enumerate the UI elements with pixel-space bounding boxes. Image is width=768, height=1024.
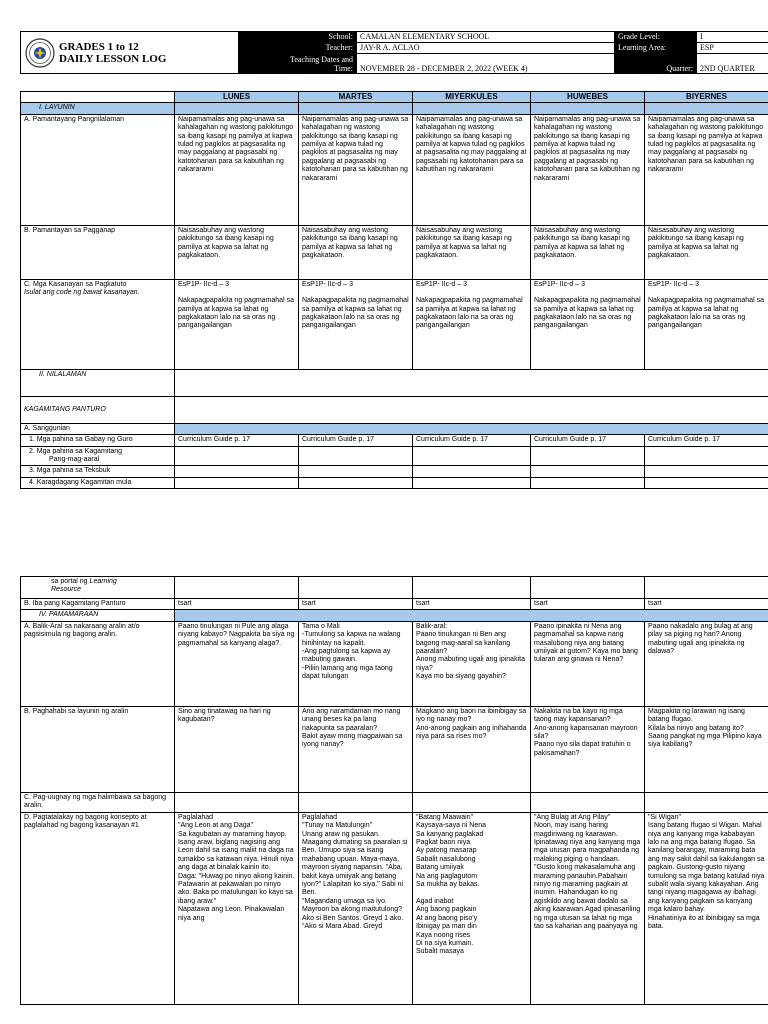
corner-cell	[21, 92, 175, 103]
log-title-line2: DAILY LESSON LOG	[59, 52, 167, 65]
lesson-table-part1	[20, 91, 768, 489]
pagtatalakay-label: D. Pagtatalakay ng bagong konsepto at paglalahad ng bagong kasanayan #1	[21, 812, 175, 1004]
ref-additional-label: 4. Karagdagang Kagamitan mula	[21, 477, 175, 488]
quarter-label: Quarter:	[615, 54, 697, 74]
performance-standard-martes: Naisasabuhay ang wastong pakikitungo sa ibang kasapi ng pamilya at kapwa sa lahat ng pagkakataon.	[299, 225, 413, 279]
day-header-lunes: LUNES	[175, 92, 299, 103]
pamamaraan-shade	[175, 610, 768, 621]
tsart-huwebes: tsart	[531, 599, 645, 610]
lesson-log-header	[20, 31, 768, 74]
grade-level-value: I	[697, 32, 768, 43]
nilalaman-content	[175, 369, 768, 396]
discussion-biyernes: "Si Wigan" Isang batang Ifugao si Wigan. Mahal niya ang kanyang mga kababayan lalo na ang mga batang Ifugao. Sa kanilang barangay, maraming bata ang may sakit dahil sa kakulangan sa pagkain. Gustong-gusto niyang tumulong sa mga batang katulad niya subalit wala siyang kakayahan. Ang tangi niyang magagawa ay ibahagi ang kanyang pagkain sa kanyang mga kalaro bahay. Hinahatiniya ito at ibinibigay sa mga bata.	[645, 812, 768, 1004]
portal-text: sa portal ng	[51, 578, 88, 585]
kagamitan-heading: KAGAMITANG PANTURO	[21, 396, 175, 423]
lesson-table-2	[20, 576, 768, 1005]
content-standard-biyernes: Naipamamalas ang pag-unawa sa kahalagahan ng wastong pakikitungo sa ibang kasapi ng pamilya at kapwa tulad ng pagkilos at pagsasalita ng may paggalang at pagsasabi ng katotohanan para sa kabutihan ng nakararami	[645, 114, 768, 225]
tsart-martes: tsart	[299, 599, 413, 610]
school-value: CAMALAN ELEMENTARY SCHOOL	[357, 32, 615, 43]
portal-label	[21, 577, 175, 599]
performance-standard-miyerkules: Naisasabuhay ang wastong pakikitungo sa ibang kasapi ng pamilya at kapwa sa lahat ng pagkakataon.	[413, 225, 531, 279]
tsart-lunes: tsart	[175, 599, 299, 610]
kasanayan-label: C. Mga Kasanayan sa Pagkatuto	[24, 280, 127, 288]
competency-text: Nakapagpapakita ng pagmamahal sa pamilya at kapwa sa lahat ng pagkakataon lalo na sa oras ng pangangailangan	[534, 297, 641, 330]
motivation-biyernes: Magpakita ng larawan ng isang batang Ifugao. Kilala ba ninyo ang batang ito? Saang pangkat ng mga Pilipino kaya siya kabilang?	[645, 706, 768, 792]
pamantayang-pangnilalaman-label: A. Pamantayang Pangnilalaman	[21, 114, 175, 225]
kagamitan-content	[175, 396, 768, 423]
day-header-huwebes: HUWEBES	[531, 92, 645, 103]
dates-value: NOVEMBER 28 - DECEMBER 2, 2022 (WEEK 4)	[357, 54, 615, 74]
competency-text: Nakapagpapakita ng pagmamahal sa pamilya at kapwa sa lahat ng pagkakataon lalo na sa oras ng pangangailangan	[302, 297, 409, 330]
content-standard-martes: Naipamamalas ang pag-unawa sa kahalagahan ng wastong pakikitungo sa ibang kasapi ng pamilya at kapwa tulad ng pagkilos at pagsasalita ng may paggalang at pagsasabi ng katotohanan para sa kabutihan ng nakararami	[299, 114, 413, 225]
deped-seal-icon	[25, 38, 55, 68]
portal-resource: Resource	[51, 586, 81, 594]
school-label: School:	[239, 32, 357, 43]
balik-aral-label: A. Balik-Aral sa nakaraang aralin at/o pagsisimula ng bagong aralin.	[21, 621, 175, 706]
tsart-miyerkules: tsart	[413, 599, 531, 610]
tsart-biyernes: tsart	[645, 599, 768, 610]
competency-text: Nakapagpapakita ng pagmamahal sa pamilya at kapwa sa lahat ng pagkakataon lalo na sa oras ng pangangailangan	[178, 297, 294, 330]
motivation-lunes: Sino ang tinatawag na hari ng kagubatan?	[175, 706, 299, 792]
day-header-biyernes: BIYERNES	[645, 92, 768, 103]
motivation-huwebes: Nakakita na ba kayo ng mga taong may kapansanan? Ano-anong kapansanan mayroon sila? Paano nyo sila dapat tratuhin o pakisamahan?	[531, 706, 645, 792]
layunin-heading: I. LAYUNIN	[21, 103, 175, 114]
dates-label-line2: Time:	[334, 63, 353, 73]
competency-huwebes	[531, 279, 645, 369]
kasanayan-label-cell	[21, 279, 175, 369]
discussion-miyerkules: "Batang Maawain" Kaysaya-saya ni Nena Sa kanyang paglakad Pagkat baon niya Ay patong masarap Sabalit nasalubong Batang umiiyak Na ang paglagutom Sa mukha ay bakas. Agad inabot Ang baong pagkain At ang baong piso'y Ibinigay pa man din Kaya noong rises Di na siya kumain. Subalit masaya	[413, 812, 531, 1004]
review-lunes: Paano tinulungan ni Pule ang alaga niyang kabayo? Nagpakita ba siya ng pagmamahal sa kanyang alaga?.	[175, 621, 299, 706]
competency-code: EsP1P- IIc-d – 3	[178, 280, 229, 288]
teacher-value: JAY-R A. ACLAO	[357, 43, 615, 54]
pamantayan-sa-pagganap-label: B. Pamantayan sa Pagganap	[21, 225, 175, 279]
sanggunian-label: A. Sanggunian	[21, 423, 175, 434]
day-header-martes: MARTES	[299, 92, 413, 103]
quarter-value: 2ND QUARTER	[697, 54, 768, 74]
sanggunian-shade	[175, 423, 768, 434]
ref-textbook-label: 3. Mga pahina sa Teksbuk	[21, 466, 175, 477]
competency-martes	[299, 279, 413, 369]
paghahabi-label: B. Paghahabi sa layunin ng aralin	[21, 706, 175, 792]
discussion-martes: Paglalahad "Tunay na Matulungin" Unang araw ng pasukan. Maagang dumating sa paaralan si Ben. Umupo siya sa isang mahabang upuan. Maya-maya, mayroon siyang napansin. "Aba, bakit kaya umiiyak ang batang iyon?" Lalapitan ko siya." Sabi ni Ben. "Magandang umaga sa iyo. Mayroon ba akong maitutulong? Ako si Ben Santos. Greyd 1 ako. "Ako si Mara Abad. Greyd	[299, 812, 413, 1004]
ref-tg-lunes: Curriculum Guide p. 17	[175, 435, 299, 446]
ref-lm-line1: 2. Mga pahina sa Kagamitang	[29, 447, 123, 455]
grade-level-label: Grade Level:	[615, 32, 697, 43]
competency-lunes	[175, 279, 299, 369]
competency-code: EsP1P- IIc-d – 3	[534, 280, 585, 288]
content-standard-lunes: Naipamamalas ang pag-unawa sa kahalagahan ng wastong pakikitungo sa ibang kasapi ng pamilya at kapwa tulad ng pagkilos at pagsasalita ng may paggalang at pagsasabi ng katotohanan para sa kabutihan ng nakararami	[175, 114, 299, 225]
portal-learning: Learning	[89, 578, 117, 585]
ref-tg-martes: Curriculum Guide p. 17	[299, 435, 413, 446]
log-title-line1: GRADES 1 to 12	[59, 40, 139, 53]
discussion-huwebes: "Ang Bulag at Ang Pilay" Noon, may isang haring magdiriwang ng kaarawan. Ipinatawag niya ang kanyang mga mga utusan para magpahanda ng malaking piging o handaan. "Gusto kong makasalamuha ang maraming panauhin.Pabahain ninyo ng maraming pagkain at inumin. Hahandugan ko ng agiskildo ang bawat dadalo sa aking kaarawan.Agad ipinasariling ng mga utusan sa lahat ng mga tao sa kaharian ang paanyaya ng	[531, 812, 645, 1004]
motivation-martes: Ano ang naramdaman mo nang unang beses ka pa lang nakapunta sa paaralan? Bakit ayaw mong magpaiwan sa iyong nanay?	[299, 706, 413, 792]
dates-label	[239, 54, 357, 74]
content-standard-huwebes: Naipamamalas ang pag-unawa sa kahalagahan ng wastong pakikitungo sa ibang kasapi ng pamilya at kapwa tulad ng pagkilos at pagsasalita ng may paggalang at pagsasabi ng katotohanan para sa kabutihan ng nakararami	[531, 114, 645, 225]
ref-teacher-guide-label: 1. Mga pahina sa Gabay ng Guro	[21, 435, 175, 446]
learning-area-label: Learning Area:	[615, 43, 697, 54]
ref-lm-line2: Pang-mag-aaral	[49, 456, 100, 464]
review-biyernes: Paano nakadalo ang bulag at ang pilay sa piging ng hari? Anong mabuting ugali ang ipinakita ng dalawa?	[645, 621, 768, 706]
ref-learner-material-label	[21, 446, 175, 466]
ref-tg-biyernes: Curriculum Guide p. 17	[645, 435, 768, 446]
lesson-table-part2	[20, 576, 768, 1005]
header-logo-cell	[21, 32, 239, 74]
competency-code: EsP1P- IIc-d – 3	[648, 280, 699, 288]
review-martes: Tama o Mali -Tumulong sa kapwa na walang hinihintay na kapalit. -Ang pagtulong sa kapwa ay mabuting gawain. -Piliin lamang ang mga taong dapat tulungan	[299, 621, 413, 706]
teacher-label: Teacher:	[239, 43, 357, 54]
header-table	[20, 31, 768, 74]
performance-standard-lunes: Naisasabuhay ang wastong pakikitungo sa ibang kasapi ng pamilya at kapwa sa lahat ng pagkakataon.	[175, 225, 299, 279]
ref-tg-huwebes: Curriculum Guide p. 17	[531, 435, 645, 446]
motivation-miyerkules: Magkano ang baon na ibinibigay sa iyo ng nanay mo? Ano-anong pagkain ang inihahanda niya para sa rises mo?	[413, 706, 531, 792]
content-standard-miyerkules: Naipamamalas ang pag-unawa sa kahalagahan ng wastong pakikitungo sa ibang kasapi ng pamilya at kapwa tulad ng pagkilos at pagsasalita ng may paggalang at pagsasabi ng katotohanan para sa kabutihan ng nakararami	[413, 114, 531, 225]
review-miyerkules: Balik-aral: Paano tinulungan ni Ben ang bagong mag-aaral sa kanilang paaralan? Anong mabuting ugali ang ipinakita niya? Kaya mo ba siyang gayahin?	[413, 621, 531, 706]
competency-text: Nakapagpapakita ng pagmamahal sa pamilya at kapwa sa lahat ng pagkakataon lalo na sa oras ng pangangailangan	[416, 297, 523, 330]
other-materials-label: B. Iba pang Kagamitang Panturo	[21, 599, 175, 610]
ref-tg-miyerkules: Curriculum Guide p. 17	[413, 435, 531, 446]
competency-code: EsP1P- IIc-d – 3	[416, 280, 467, 288]
discussion-lunes: Paglalahad "Ang Leon at ang Daga" Sa kagubatan ay maraming hayop. Isang araw, biglang nagising ang Leon dahil sa isang maliit na daga na tumakbo sa katawan niya. Hinuli niya ang daga at binalak kainin ito. Daga: "Huwag po ninyo akong kainin. Patawarin at pakawalan po ninyo ako. Baka po matulungan ko kayo sa ibang araw." Napatawa ang Leon. Pinakawalan niya ang	[175, 812, 299, 1004]
competency-biyernes	[645, 279, 768, 369]
competency-miyerkules	[413, 279, 531, 369]
dates-label-line1: Teaching Dates and	[290, 54, 353, 64]
pag-uugnay-label: C. Pag-uugnay ng mga halimbawa sa bagong aralin.	[21, 792, 175, 812]
performance-standard-biyernes: Naisasabuhay ang wastong pakikitungo sa ibang kasapi ng pamilya at kapwa sa lahat ng pagkakataon.	[645, 225, 768, 279]
nilalaman-heading: II. NILALAMAN	[21, 369, 175, 396]
competency-code: EsP1P- IIc-d – 3	[302, 280, 353, 288]
lesson-table-1	[20, 91, 768, 489]
day-header-miyerkules: MIYERKULES	[413, 92, 531, 103]
performance-standard-huwebes: Naisasabuhay ang wastong pakikitungo sa ibang kasapi ng pamilya at kapwa sa lahat ng pagkakataon.	[531, 225, 645, 279]
kasanayan-sub: Isulat ang code ng bawat kasanayan.	[24, 289, 140, 297]
learning-area-value: ESP	[697, 43, 768, 54]
pamamaraan-heading: IV. PAMAMARAAN	[21, 610, 175, 621]
review-huwebes: Paano ipinakita ni Nena ang pagmamahal sa kapwa nang masalubong niya ang batang umiiyak at gutom? Kaya mo bang tularan ang ginawa ni Nena?	[531, 621, 645, 706]
competency-text: Nakapagpapakita ng pagmamahal sa pamilya at kapwa sa lahat ng pagkakataon lalo na sa oras ng pangangailangan	[648, 297, 764, 330]
